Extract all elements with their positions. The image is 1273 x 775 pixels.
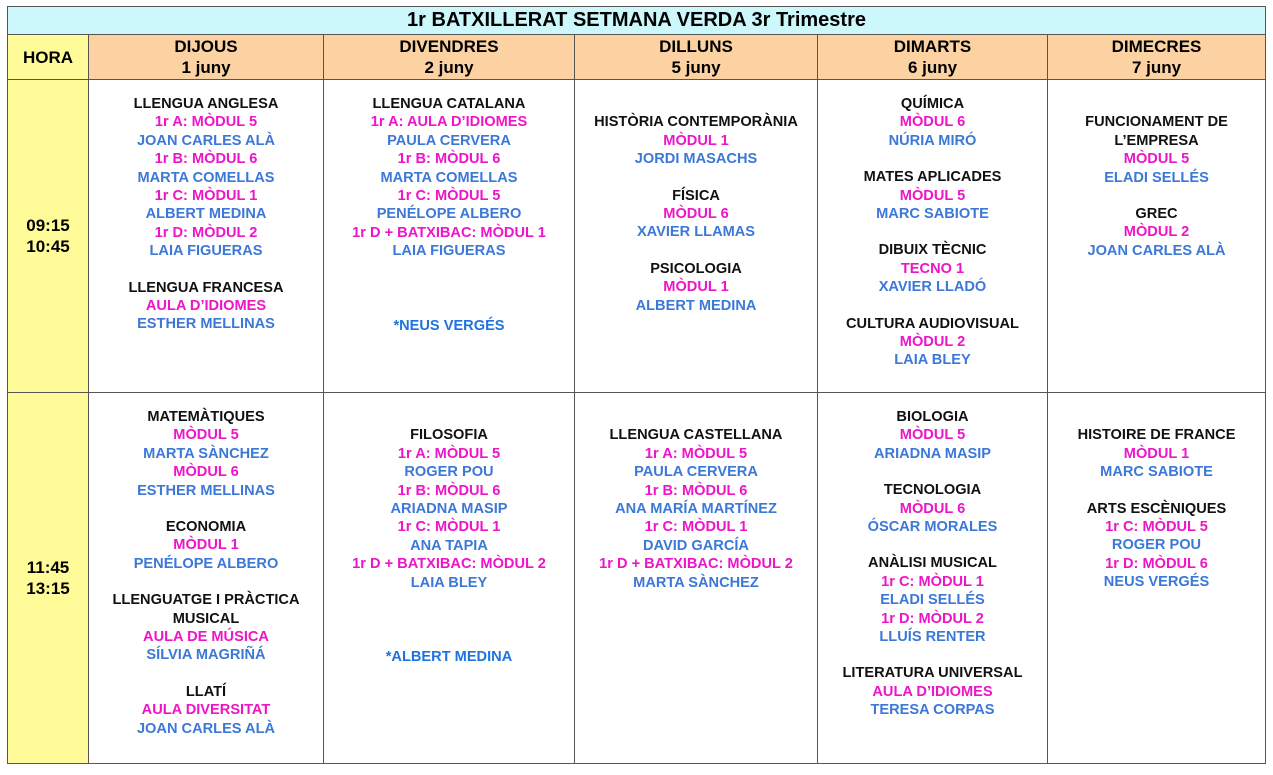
day-header <box>818 35 1048 80</box>
room-label: 1r B: MÒDUL 6 <box>644 482 748 499</box>
room-label: MÒDUL 1 <box>663 279 729 296</box>
subject-block <box>1048 500 1265 592</box>
teacher-name: PENÉLOPE ALBERO <box>376 206 522 223</box>
subject-block <box>89 279 323 334</box>
day-header <box>1048 35 1266 80</box>
teacher-name: LLUÍS RENTER <box>879 629 986 646</box>
header-row <box>8 35 1266 80</box>
teacher-name: ALBERT MEDINA <box>635 297 757 314</box>
room-label: MÒDUL 5 <box>1123 151 1190 168</box>
room-label: 1r D + BATXIBAC: MÒDUL 2 <box>599 556 793 573</box>
room-label: 1r C: MÒDUL 5 <box>1105 519 1208 536</box>
room-label: 1r D: MÒDUL 2 <box>881 610 984 627</box>
room-label: MÒDUL 2 <box>899 334 966 351</box>
subject-name: GREC <box>1135 206 1178 223</box>
subject-name: MATES APLICADES <box>863 169 1002 186</box>
cell-spacer <box>324 393 574 411</box>
schedule-cell <box>89 80 324 393</box>
schedule-table <box>7 6 1266 764</box>
time-slot <box>8 393 89 764</box>
teacher-name: NÚRIA MIRÓ <box>888 132 977 149</box>
schedule-title: 1r BATXILLERAT SETMANA VERDA 3r Trimestre <box>8 7 1266 35</box>
subject-name: LLENGUATGE I PRÀCTICA <box>112 592 300 609</box>
schedule-cell <box>1048 80 1266 393</box>
hora-header: HORA <box>8 35 89 80</box>
footnote-teacher: *ALBERT MEDINA <box>385 649 513 666</box>
subject-name: LLENGUA CASTELLANA <box>609 427 783 444</box>
teacher-name: ROGER POU <box>404 464 494 481</box>
teacher-name: LAIA BLEY <box>894 352 971 369</box>
teacher-name: SÍLVIA MAGRIÑÁ <box>146 647 266 664</box>
subject-block <box>818 241 1047 296</box>
day-date: 7 juny <box>1131 58 1182 77</box>
room-label: 1r A: MÒDUL 5 <box>644 445 748 462</box>
day-date: 5 juny <box>671 58 721 77</box>
teacher-name: MARC SABIOTE <box>876 206 989 223</box>
subject-name: CULTURA AUDIOVISUAL <box>846 315 1019 332</box>
subject-name: MUSICAL <box>172 610 240 627</box>
subject-name: QUÍMICA <box>900 96 965 112</box>
schedule-cell <box>818 80 1048 393</box>
room-label: MÒDUL 5 <box>173 427 239 444</box>
day-name: DILLUNS <box>659 37 733 56</box>
room-label: 1r D: MÒDUL 6 <box>1105 555 1208 572</box>
day-date: 2 juny <box>424 58 474 77</box>
teacher-name: PENÉLOPE ALBERO <box>133 555 279 572</box>
day-name: DIVENDRES <box>399 37 499 56</box>
schedule-sheet <box>7 6 1265 764</box>
room-label: AULA D’IDIOMES <box>872 683 993 700</box>
time-slot <box>8 80 89 393</box>
room-label: MÒDUL 1 <box>663 132 729 149</box>
teacher-name: ESTHER MELLINAS <box>137 482 275 499</box>
subject-block <box>324 95 574 261</box>
teacher-name: ÓSCAR MORALES <box>867 519 998 536</box>
subject-block <box>89 683 323 738</box>
room-label: 1r C: MÒDUL 1 <box>397 519 501 536</box>
teacher-name: MARC SABIOTE <box>1100 464 1213 481</box>
room-label: 1r D: MÒDUL 2 <box>154 224 258 241</box>
room-label: MÒDUL 2 <box>1123 224 1190 241</box>
room-label: TECNO 1 <box>900 260 965 277</box>
teacher-name: ROGER POU <box>1111 537 1202 554</box>
room-label: 1r B: MÒDUL 6 <box>154 151 258 168</box>
subject-name: FUNCIONAMENT DE <box>1085 114 1228 131</box>
day-header <box>575 35 818 80</box>
room-label: AULA D’IDIOMES <box>145 298 267 315</box>
slot-end: 10:45 <box>26 237 70 256</box>
schedule-cell <box>575 80 818 393</box>
day-date: 1 juny <box>181 58 231 77</box>
subject-name: BIOLOGIA <box>896 409 969 425</box>
schedule-cell <box>575 393 818 764</box>
teacher-name: ALBERT MEDINA <box>145 206 267 223</box>
cell-spacer <box>575 393 817 411</box>
subject-name: LITERATURA UNIVERSAL <box>842 665 1023 682</box>
time-slot-row <box>8 393 1266 764</box>
subject-block <box>818 315 1047 370</box>
cell-spacer <box>1048 80 1265 98</box>
footnote-teacher: *NEUS VERGÉS <box>393 317 505 334</box>
subject-name: LLENGUA FRANCESA <box>128 279 284 296</box>
teacher-name: TERESA CORPAS <box>870 702 995 719</box>
teacher-name: ESTHER MELLINAS <box>137 316 275 333</box>
room-label: 1r D + BATXIBAC: MÒDUL 1 <box>352 224 546 241</box>
schedule-cell <box>1048 393 1266 764</box>
schedule-cell <box>324 393 575 764</box>
teacher-name: XAVIER LLADÓ <box>878 279 987 296</box>
day-name: DIMARTS <box>893 37 972 56</box>
time-slot-row <box>8 80 1266 393</box>
teacher-name: MARTA COMELLAS <box>137 169 275 186</box>
subject-block <box>89 95 323 261</box>
subject-name: HISTÒRIA CONTEMPORÀNIA <box>594 114 798 131</box>
subject-name: LLENGUA ANGLESA <box>133 96 279 112</box>
teacher-name: MARTA SÀNCHEZ <box>633 574 759 591</box>
room-label: MÒDUL 6 <box>899 500 966 517</box>
teacher-name: ARIADNA MASIP <box>873 445 992 462</box>
teacher-name: JOAN CARLES ALÀ <box>136 720 276 737</box>
schedule-cell <box>89 393 324 764</box>
subject-block <box>89 408 323 500</box>
room-label: 1r C: MÒDUL 1 <box>881 573 984 590</box>
subject-block <box>575 113 817 168</box>
room-label: 1r A: MÒDUL 5 <box>154 114 258 131</box>
subject-block <box>818 408 1047 463</box>
teacher-name: ANA MARÍA MARTÍNEZ <box>615 501 777 518</box>
teacher-name: PAULA CERVERA <box>387 132 511 149</box>
room-label: MÒDUL 6 <box>663 206 729 223</box>
cell-spacer <box>1048 393 1265 411</box>
slot-start: 11:45 <box>26 558 70 577</box>
room-label: MÒDUL 1 <box>1123 445 1190 462</box>
room-label: 1r A: AULA D’IDIOMES <box>370 114 528 131</box>
subject-name: LLATÍ <box>185 683 227 700</box>
subject-block <box>324 426 574 592</box>
room-label: 1r B: MÒDUL 6 <box>397 482 501 499</box>
subject-block <box>575 260 817 315</box>
teacher-name: LAIA BLEY <box>410 574 488 591</box>
day-header <box>89 35 324 80</box>
teacher-name: PAULA CERVERA <box>634 464 758 481</box>
teacher-name: ELADI SELLÉS <box>1104 169 1209 186</box>
day-name: DIJOUS <box>174 37 238 56</box>
room-label: 1r C: MÒDUL 1 <box>644 519 748 536</box>
subject-block <box>1048 205 1265 260</box>
subject-block <box>1048 113 1265 187</box>
slot-end: 13:15 <box>26 579 70 598</box>
subject-name: MATEMÀTIQUES <box>147 409 265 425</box>
teacher-name: NEUS VERGÉS <box>1103 574 1210 591</box>
day-date: 6 juny <box>907 58 958 77</box>
room-label: 1r A: MÒDUL 5 <box>397 445 501 462</box>
subject-name: ARTS ESCÈNIQUES <box>1086 500 1227 517</box>
subject-name: FÍSICA <box>672 187 720 204</box>
room-label: AULA DE MÚSICA <box>143 629 269 646</box>
day-name: DIMECRES <box>1111 37 1202 56</box>
slot-start: 09:15 <box>26 216 70 235</box>
subject-block <box>89 591 323 665</box>
room-label: 1r C: MÒDUL 1 <box>154 188 258 205</box>
teacher-name: LAIA FIGUERAS <box>149 243 263 260</box>
teacher-name: ELADI SELLÉS <box>880 592 985 609</box>
room-label: MÒDUL 5 <box>899 427 966 444</box>
teacher-name: XAVIER LLAMAS <box>636 224 756 241</box>
subject-block <box>818 554 1047 646</box>
room-label: MÒDUL 5 <box>899 187 966 204</box>
schedule-cell <box>324 80 575 393</box>
teacher-name: MARTA COMELLAS <box>380 169 518 186</box>
day-header <box>324 35 575 80</box>
subject-name: HISTOIRE DE FRANCE <box>1077 427 1236 444</box>
schedule-body <box>8 80 1266 764</box>
teacher-name: JORDI MASACHS <box>634 151 758 168</box>
subject-name: PSICOLOGIA <box>650 260 742 277</box>
schedule-cell <box>818 393 1048 764</box>
teacher-name: ARIADNA MASIP <box>390 501 508 518</box>
subject-block <box>818 95 1047 150</box>
room-label: 1r B: MÒDUL 6 <box>397 151 501 168</box>
subject-name: L’EMPRESA <box>1114 132 1199 149</box>
subject-name: FILOSOFIA <box>410 427 488 444</box>
room-label: 1r C: MÒDUL 5 <box>397 188 501 205</box>
subject-name: ANÀLISI MUSICAL <box>868 555 997 572</box>
room-label: MÒDUL 6 <box>899 114 966 131</box>
room-label: MÒDUL 1 <box>173 537 239 554</box>
subject-name: TECNOLOGIA <box>883 482 982 499</box>
subject-block <box>818 168 1047 223</box>
subject-block <box>575 426 817 592</box>
subject-block <box>575 187 817 242</box>
teacher-name: ANA TAPIA <box>410 537 488 554</box>
subject-block <box>818 481 1047 536</box>
subject-name: DIBUIX TÈCNIC <box>878 242 987 259</box>
cell-spacer <box>575 80 817 98</box>
subject-block <box>89 518 323 573</box>
room-label: MÒDUL 6 <box>173 464 239 481</box>
subject-block <box>818 664 1047 719</box>
teacher-name: JOAN CARLES ALÀ <box>1087 242 1226 259</box>
teacher-name: JOAN CARLES ALÀ <box>136 132 276 149</box>
room-label: 1r D + BATXIBAC: MÒDUL 2 <box>352 556 546 573</box>
room-label: AULA DIVERSITAT <box>141 702 271 719</box>
subject-name: ECONOMIA <box>165 519 247 536</box>
teacher-name: LAIA FIGUERAS <box>392 243 506 260</box>
subject-name: LLENGUA CATALANA <box>372 96 526 112</box>
teacher-name: DAVID GARCÍA <box>643 537 749 554</box>
subject-block <box>1048 426 1265 481</box>
teacher-name: MARTA SÀNCHEZ <box>143 445 269 462</box>
